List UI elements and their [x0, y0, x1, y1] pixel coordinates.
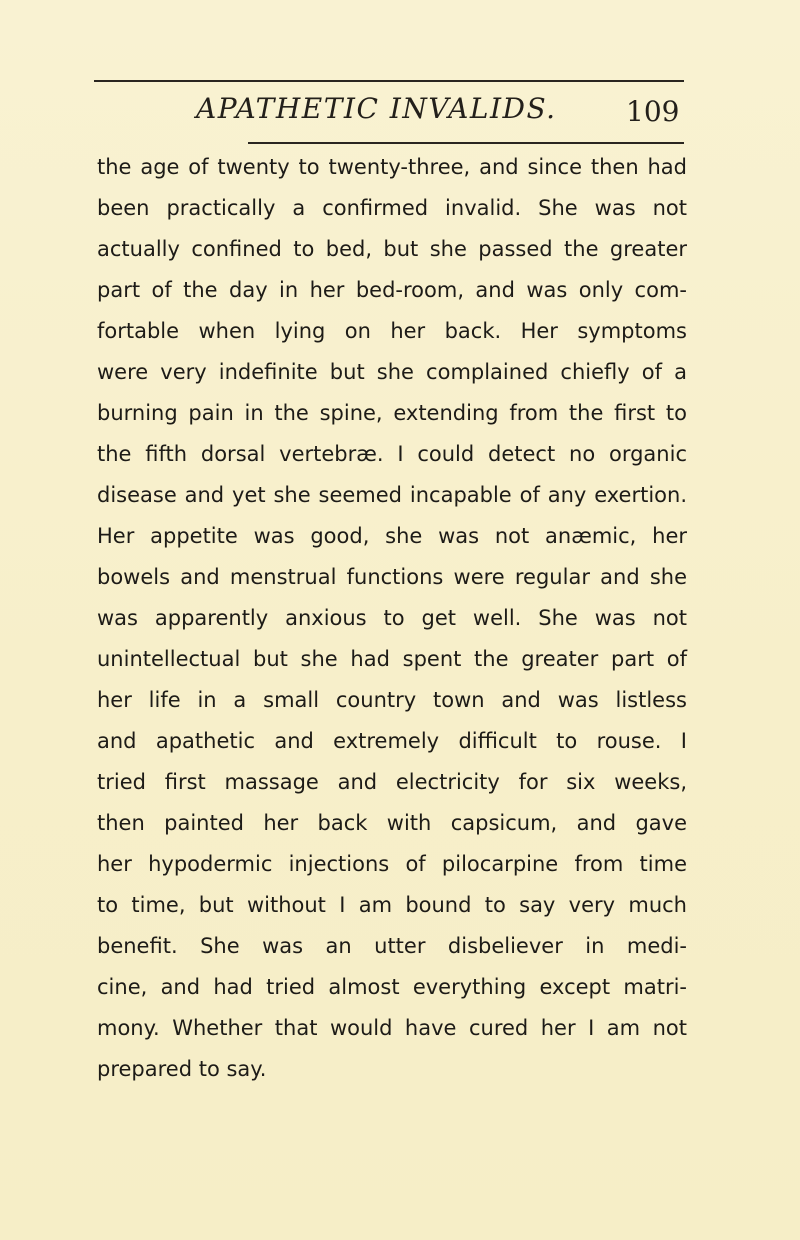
running-head: APATHETIC INVALIDS.	[196, 92, 557, 125]
text-line: been practically a confirmed invalid. She was not	[97, 196, 687, 220]
text-line: prepared to say.	[97, 1057, 267, 1081]
text-line: unintellectual but she had spent the greater part of	[97, 647, 687, 671]
text-line: benefit. She was an utter disbeliever in medi-	[97, 934, 687, 958]
text-line: the age of twenty to twenty-three, and since then had	[97, 155, 687, 179]
text-line: burning pain in the spine, extending from the first to	[97, 401, 687, 425]
text-line: her hypodermic injections of pilocarpine from time	[97, 852, 687, 876]
header-top-rule	[94, 80, 684, 82]
text-line: were very indefinite but she complained chiefly of a	[97, 360, 687, 384]
text-line: Her appetite was good, she was not anæmic, her	[97, 524, 687, 548]
text-line: cine, and had tried almost everything except matri-	[97, 975, 687, 999]
text-line: tried first massage and electricity for six weeks,	[97, 770, 687, 794]
text-line: her life in a small country town and was listless	[97, 688, 687, 712]
page-number: 109	[626, 95, 680, 128]
text-line: then painted her back with capsicum, and gave	[97, 811, 687, 835]
text-line: bowels and menstrual functions were regular and she	[97, 565, 687, 589]
header-bottom-rule	[248, 142, 684, 144]
text-line: fortable when lying on her back. Her symptoms	[97, 319, 687, 343]
text-line: and apathetic and extremely difficult to rouse. I	[97, 729, 687, 753]
text-line: to time, but without I am bound to say very much	[97, 893, 687, 917]
text-line: part of the day in her bed-room, and was only com-	[97, 278, 687, 302]
text-line: the fifth dorsal vertebræ. I could detect no organic	[97, 442, 687, 466]
text-line: was apparently anxious to get well. She was not	[97, 606, 687, 630]
text-line: mony. Whether that would have cured her I am not	[97, 1016, 687, 1040]
text-line: actually confined to bed, but she passed the greater	[97, 237, 687, 261]
text-line: disease and yet she seemed incapable of any exertion.	[97, 483, 687, 507]
